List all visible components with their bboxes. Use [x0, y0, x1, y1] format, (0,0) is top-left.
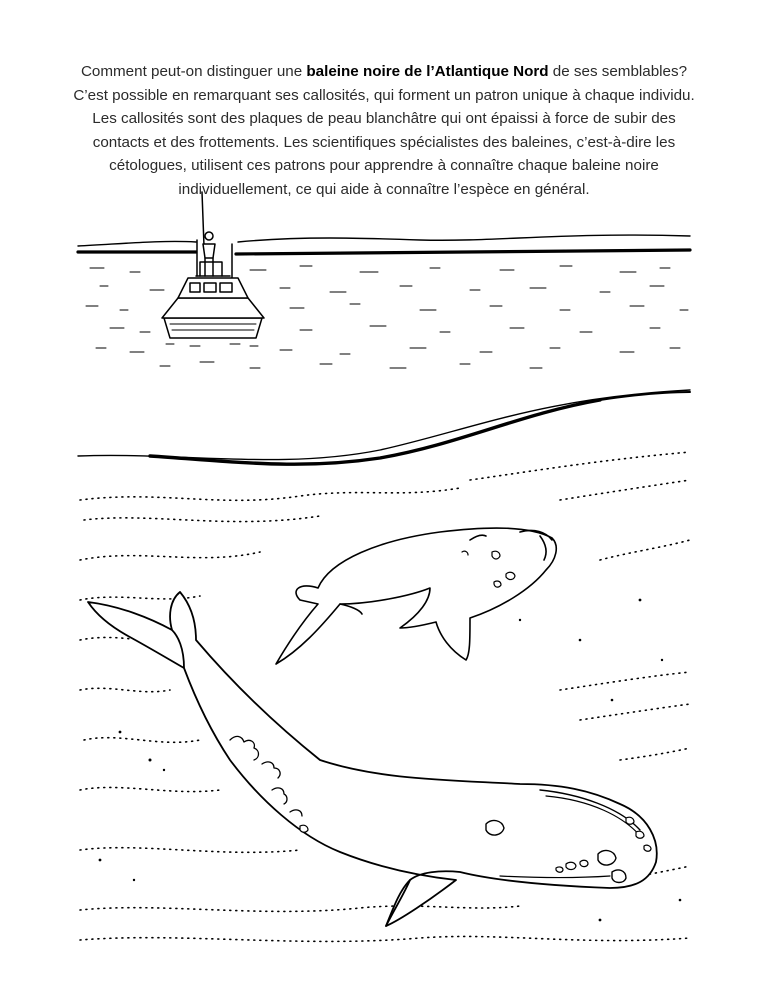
horizon	[78, 235, 690, 254]
adult-whale	[88, 592, 657, 926]
intro-text-end: de ses semblables? C’est possible en remarquant ses callosités, qui forment un patron unique à chaque individu. Les callosités sont des plaques de peau blanchâtre qui ont épaissi à force de subir des contacts et des frottements. Les scientifiques spécialistes des baleines, c’est-à-dire les cétologues, utilisent ces patrons pour apprendre à connaître chaque baleine noire individuellement, ce qui aide à connaître l’espèce en général.	[73, 63, 695, 198]
water-line	[78, 390, 690, 464]
intro-text-start: Comment peut-on distinguer une	[80, 63, 307, 80]
calf-whale	[276, 528, 556, 664]
research-boat	[162, 192, 264, 346]
intro-species-name: baleine noire de l’Atlantique Nord	[306, 63, 549, 80]
